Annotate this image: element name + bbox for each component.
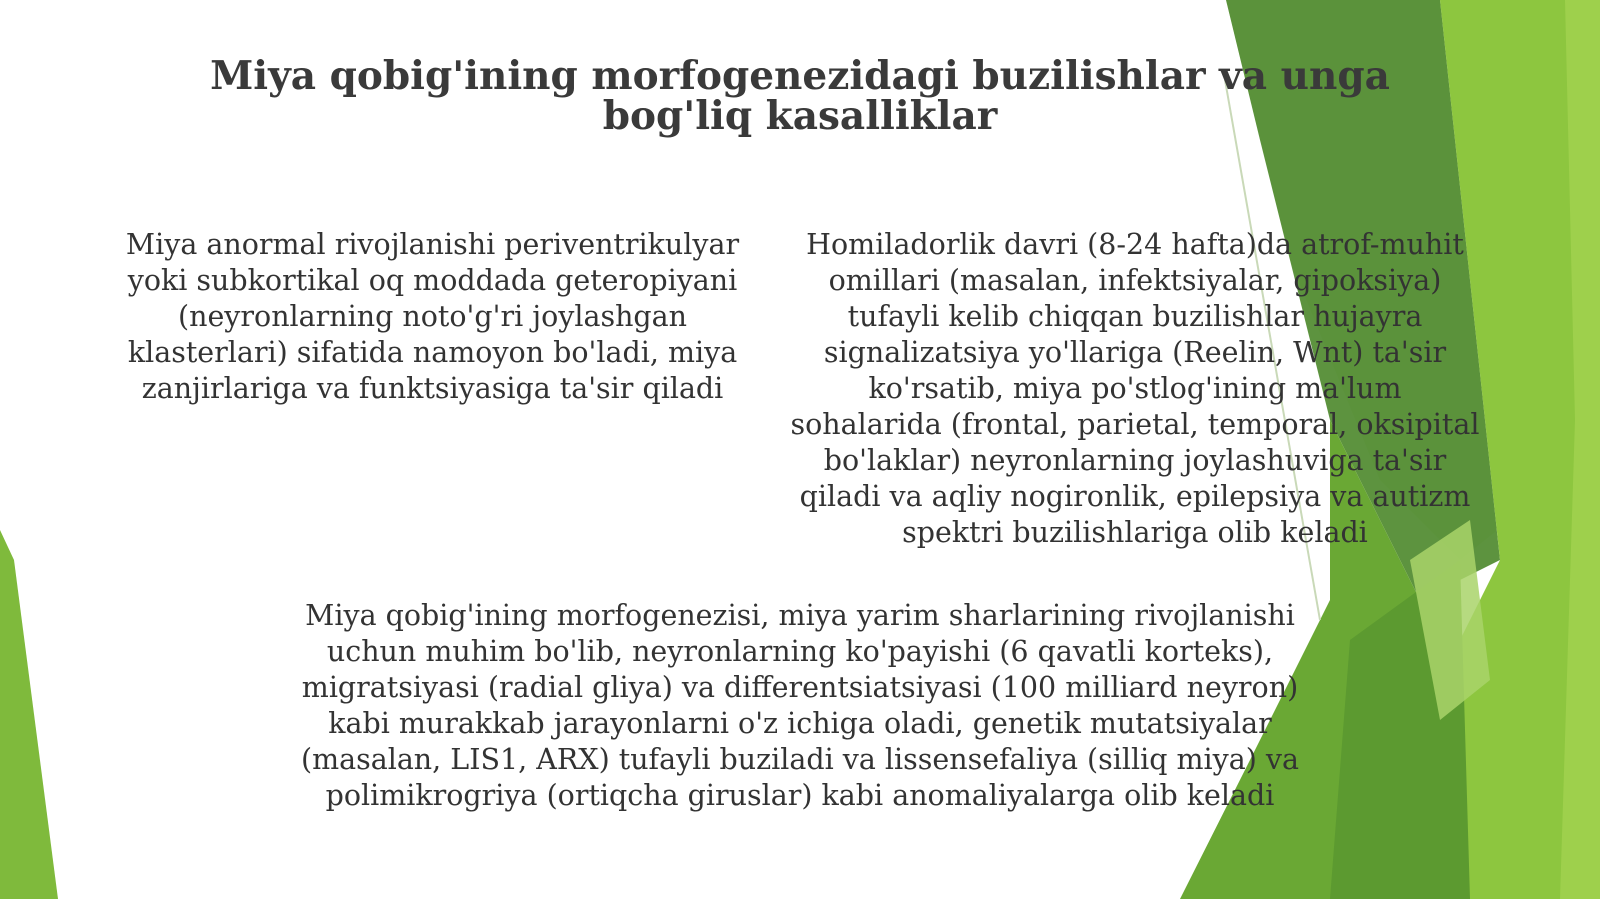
left-green-shape [0,530,58,899]
slide-title: Miya qobig'ining morfogenezidagi buzilishlar va unga bog'liq kasalliklar [210,53,1390,139]
text-block-right: Homiladorlik davri (8-24 hafta)da atrof-muhit omillari (masalan, infektsiyalar, gipoksiya) tufayli kelib chiqqan buzilishlar hujayra signalizatsiya yo'llariga (Reelin, Wnt) ta'sir ko'rsatib, miya po'stlog'ining ma'lum sohalarida (frontal, parietal, temporal, oksipital bo'laklar) neyronlarning joylashuviga ta'sir qiladi va aqliy nogironlik, epilepsiya va autizm spektri buzilishlariga olib keladi [790,228,1480,549]
text-block-bottom: Miya qobig'ining morfogenezisi, miya yarim sharlarining rivojlanishi uchun muhim bo'lib, neyronlarning ko'payishi (6 qavatli korteks), migratsiyasi (radial gliya) va differentsiatsiyasi (100 milliard neyron) kabi murakkab jarayonlarni o'z ichiga oladi, genetik mutatsiyalar (masalan, LIS1, ARX) tufayli buziladi va lissensefaliya (silliq miya) va polimikrogriya (ortiqcha giruslar) kabi anomaliyalarga olib keladi [300,599,1300,812]
text-block-left: Miya anormal rivojlanishi periventrikulyar yoki subkortikal oq moddada geteropiyani (neyronlarning noto'g'ri joylashgan klasterlari) sifatida namoyon bo'ladi, miya zanjirlariga va funktsiyasiga ta'sir qiladi [125,228,740,405]
